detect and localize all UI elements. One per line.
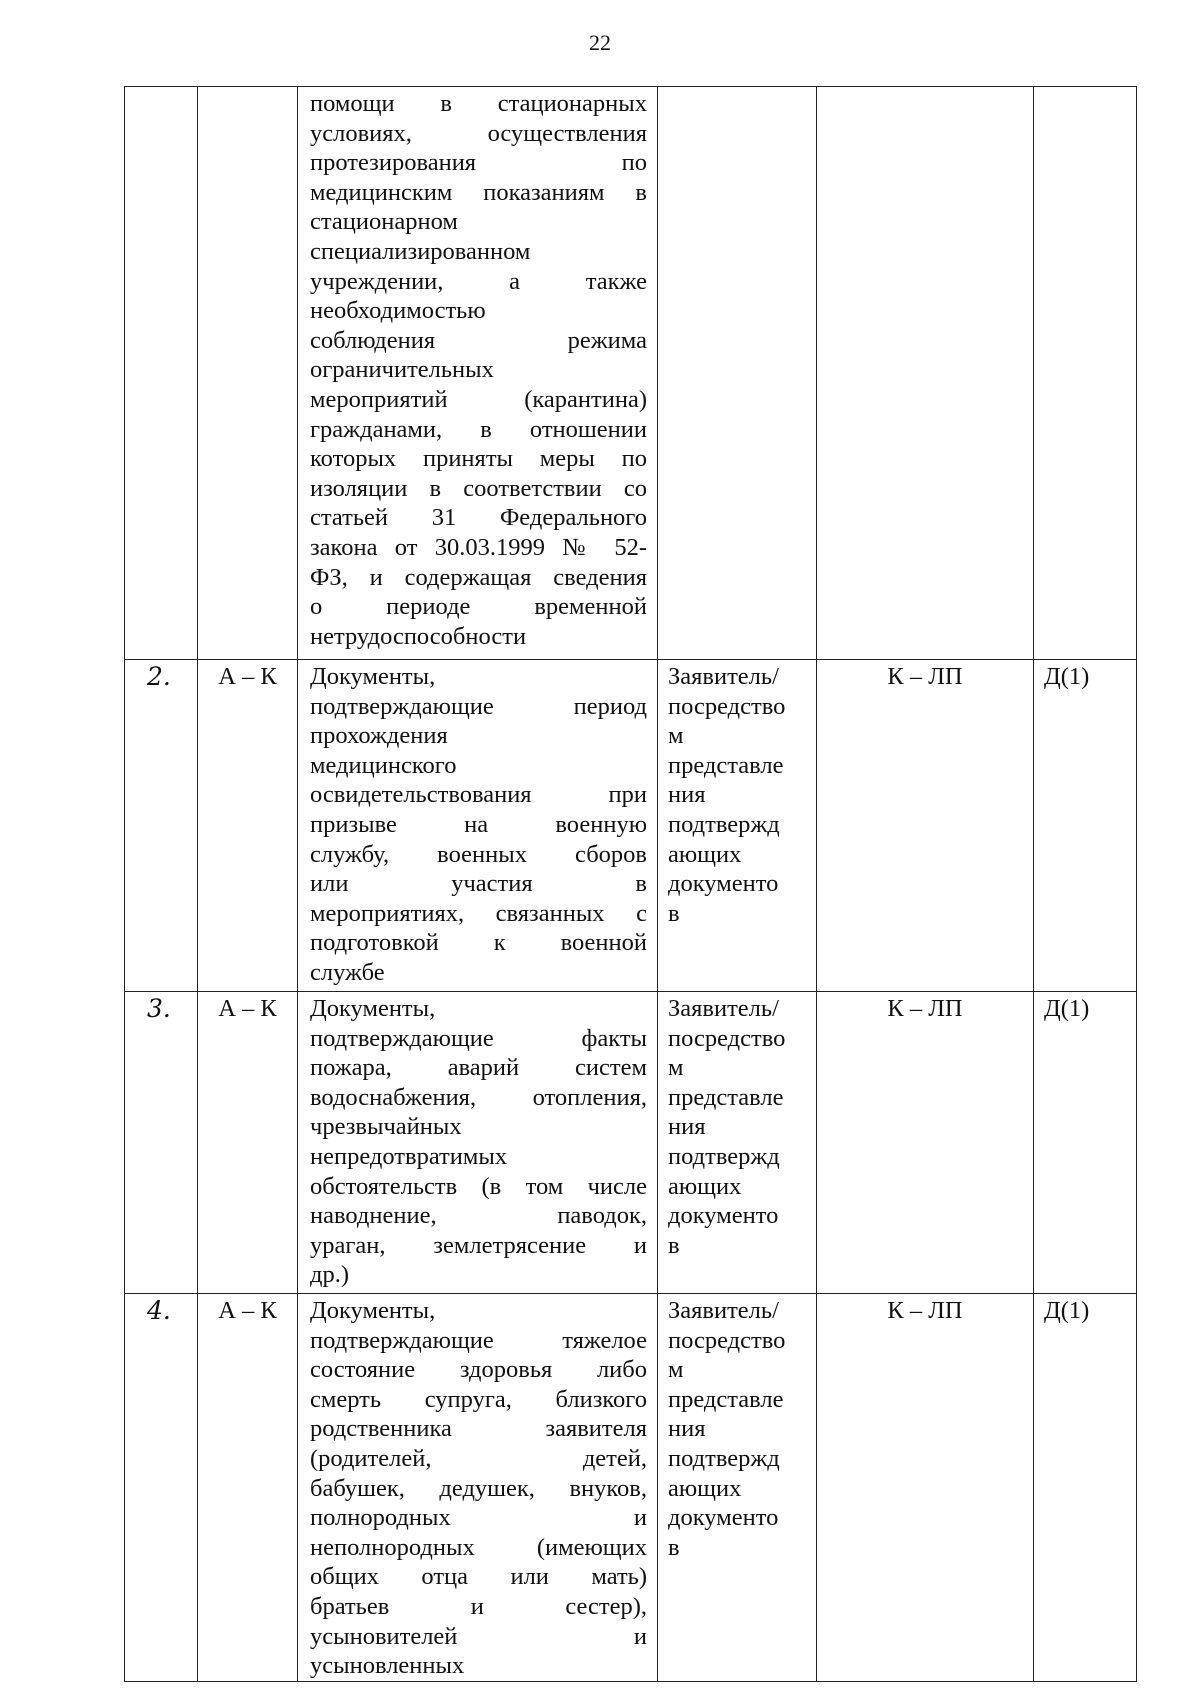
submitter-line: ния xyxy=(668,1415,706,1443)
submitter-line: в xyxy=(668,899,680,927)
description-line: которых приняты меры по xyxy=(310,445,647,473)
description-line: бабушек, дедушек, внуков, xyxy=(310,1474,647,1502)
description-line: Документы, xyxy=(310,995,436,1022)
description-line: или участия в xyxy=(310,870,647,898)
description-line: (родителей, детей, xyxy=(310,1444,647,1472)
submitter-line: ния xyxy=(668,781,706,809)
description-line: неполнородных (имеющих xyxy=(310,1533,647,1561)
row-description xyxy=(298,660,658,992)
description-line: освидетельствования при xyxy=(310,781,647,809)
submitter-line: в xyxy=(668,1533,680,1561)
submitter-line: представле xyxy=(668,1083,784,1111)
description-line: водоснабжения, отопления, xyxy=(310,1083,647,1111)
description-line: призыве на военную xyxy=(310,810,647,838)
table-body xyxy=(125,87,1137,1682)
description-line: гражданами, в отношении xyxy=(310,415,647,443)
row-number: 2. xyxy=(125,660,198,992)
table-row xyxy=(125,87,1137,660)
description-line: протезирования по xyxy=(310,149,647,177)
description-line: необходимостью xyxy=(310,297,486,325)
submitter-line: ния xyxy=(668,1113,706,1141)
table-row xyxy=(125,992,1137,1294)
submitter-line: в xyxy=(668,1231,680,1259)
description-line: ограничительных xyxy=(310,356,494,384)
description-line: чрезвычайных xyxy=(310,1113,462,1141)
row-form xyxy=(817,87,1034,660)
description-line: др.) xyxy=(310,1261,349,1289)
description-line: подготовкой к военной xyxy=(310,929,647,957)
description-line: родственника заявителя xyxy=(310,1415,647,1443)
description-line: службе xyxy=(310,958,385,986)
submitter-line: Заявитель/ xyxy=(668,1297,779,1324)
description-line: о периоде временной xyxy=(310,593,647,621)
description-line: общих отца или мать) xyxy=(310,1563,647,1591)
row-description xyxy=(298,87,658,660)
submitter-line: представле xyxy=(668,1385,784,1413)
description-line: закона от 30.03.1999 № 52- xyxy=(310,533,647,561)
description-line: смерть супруга, близкого xyxy=(310,1385,647,1413)
row-type xyxy=(1034,87,1137,660)
submitter-line: ающих xyxy=(668,840,742,868)
description-line: помощи в стационарных xyxy=(310,90,647,117)
description-line: соблюдения режима xyxy=(310,326,647,354)
description-line: непредотвратимых xyxy=(310,1142,508,1170)
submitter-line: ающих xyxy=(668,1172,742,1200)
description-line: стационарном xyxy=(310,208,458,236)
submitter-line: посредство xyxy=(668,1326,786,1354)
submitter-line: м xyxy=(668,1054,684,1082)
description-line: подтверждающие период xyxy=(310,692,647,720)
description-line: усыновленных xyxy=(310,1652,465,1680)
submitter-line: посредство xyxy=(668,1024,786,1052)
description-line: условиях, осуществления xyxy=(310,119,647,147)
description-line: пожара, аварий систем xyxy=(310,1054,647,1082)
row-type: Д(1) xyxy=(1034,660,1137,992)
submitter-line: подтвержд xyxy=(668,810,780,838)
table-row xyxy=(125,1294,1137,1682)
row-type: Д(1) xyxy=(1034,1294,1137,1682)
description-line: службу, военных сборов xyxy=(310,840,647,868)
submitter-line: м xyxy=(668,1356,684,1384)
row-number xyxy=(125,87,198,660)
description-line: обстоятельств (в том числе xyxy=(310,1172,647,1200)
row-submitter xyxy=(658,87,817,660)
row-form: К – ЛП xyxy=(817,660,1034,992)
table-row xyxy=(125,660,1137,992)
row-description xyxy=(298,992,658,1294)
description-line: наводнение, паводок, xyxy=(310,1202,647,1230)
submitter-line: документо xyxy=(668,1202,779,1230)
description-line: братьев и сестер), xyxy=(310,1592,647,1620)
submitter-line: Заявитель/ xyxy=(668,995,779,1022)
submitter-line: документо xyxy=(668,1504,779,1532)
description-line: ФЗ, и содержащая сведения xyxy=(310,563,647,591)
description-line: Документы, xyxy=(310,663,436,690)
description-line: прохождения xyxy=(310,722,448,750)
page-number: 22 xyxy=(589,30,611,55)
submitter-line: подтвержд xyxy=(668,1444,780,1472)
row-submitter xyxy=(658,992,817,1294)
row-form: К – ЛП xyxy=(817,1294,1034,1682)
submitter-line: документо xyxy=(668,870,779,898)
description-line: специализированном xyxy=(310,237,531,265)
description-line: мероприятиях, связанных с xyxy=(310,899,647,927)
row-number: 3. xyxy=(125,992,198,1294)
row-type: Д(1) xyxy=(1034,992,1137,1294)
description-line: ураган, землетрясение и xyxy=(310,1231,647,1259)
description-line: нетрудоспособности xyxy=(310,622,527,650)
description-line: подтверждающие факты xyxy=(310,1024,647,1052)
row-description xyxy=(298,1294,658,1682)
document-table xyxy=(124,86,1137,1682)
row-code: А – К xyxy=(198,660,298,992)
row-number: 4. xyxy=(125,1294,198,1682)
submitter-line: м xyxy=(668,722,684,750)
description-line: полнородных и xyxy=(310,1504,647,1532)
row-code: А – К xyxy=(198,1294,298,1682)
row-submitter xyxy=(658,1294,817,1682)
description-line: состояние здоровья либо xyxy=(310,1356,647,1384)
description-line: усыновителей и xyxy=(310,1622,647,1650)
submitter-line: подтвержд xyxy=(668,1142,780,1170)
description-line: подтверждающие тяжелое xyxy=(310,1326,647,1354)
description-line: Документы, xyxy=(310,1297,436,1324)
row-code: А – К xyxy=(198,992,298,1294)
description-line: медицинским показаниям в xyxy=(310,178,647,206)
submitter-line: посредство xyxy=(668,692,786,720)
submitter-line: представле xyxy=(668,751,784,779)
submitter-line: ающих xyxy=(668,1474,742,1502)
description-line: медицинского xyxy=(310,751,457,779)
description-line: учреждении, а также xyxy=(310,267,647,295)
row-submitter xyxy=(658,660,817,992)
description-line: мероприятий (карантина) xyxy=(310,385,647,413)
row-code xyxy=(198,87,298,660)
description-line: изоляции в соответствии со xyxy=(310,474,647,502)
row-form: К – ЛП xyxy=(817,992,1034,1294)
submitter-line: Заявитель/ xyxy=(668,663,779,690)
description-line: статьей 31 Федерального xyxy=(310,504,647,532)
